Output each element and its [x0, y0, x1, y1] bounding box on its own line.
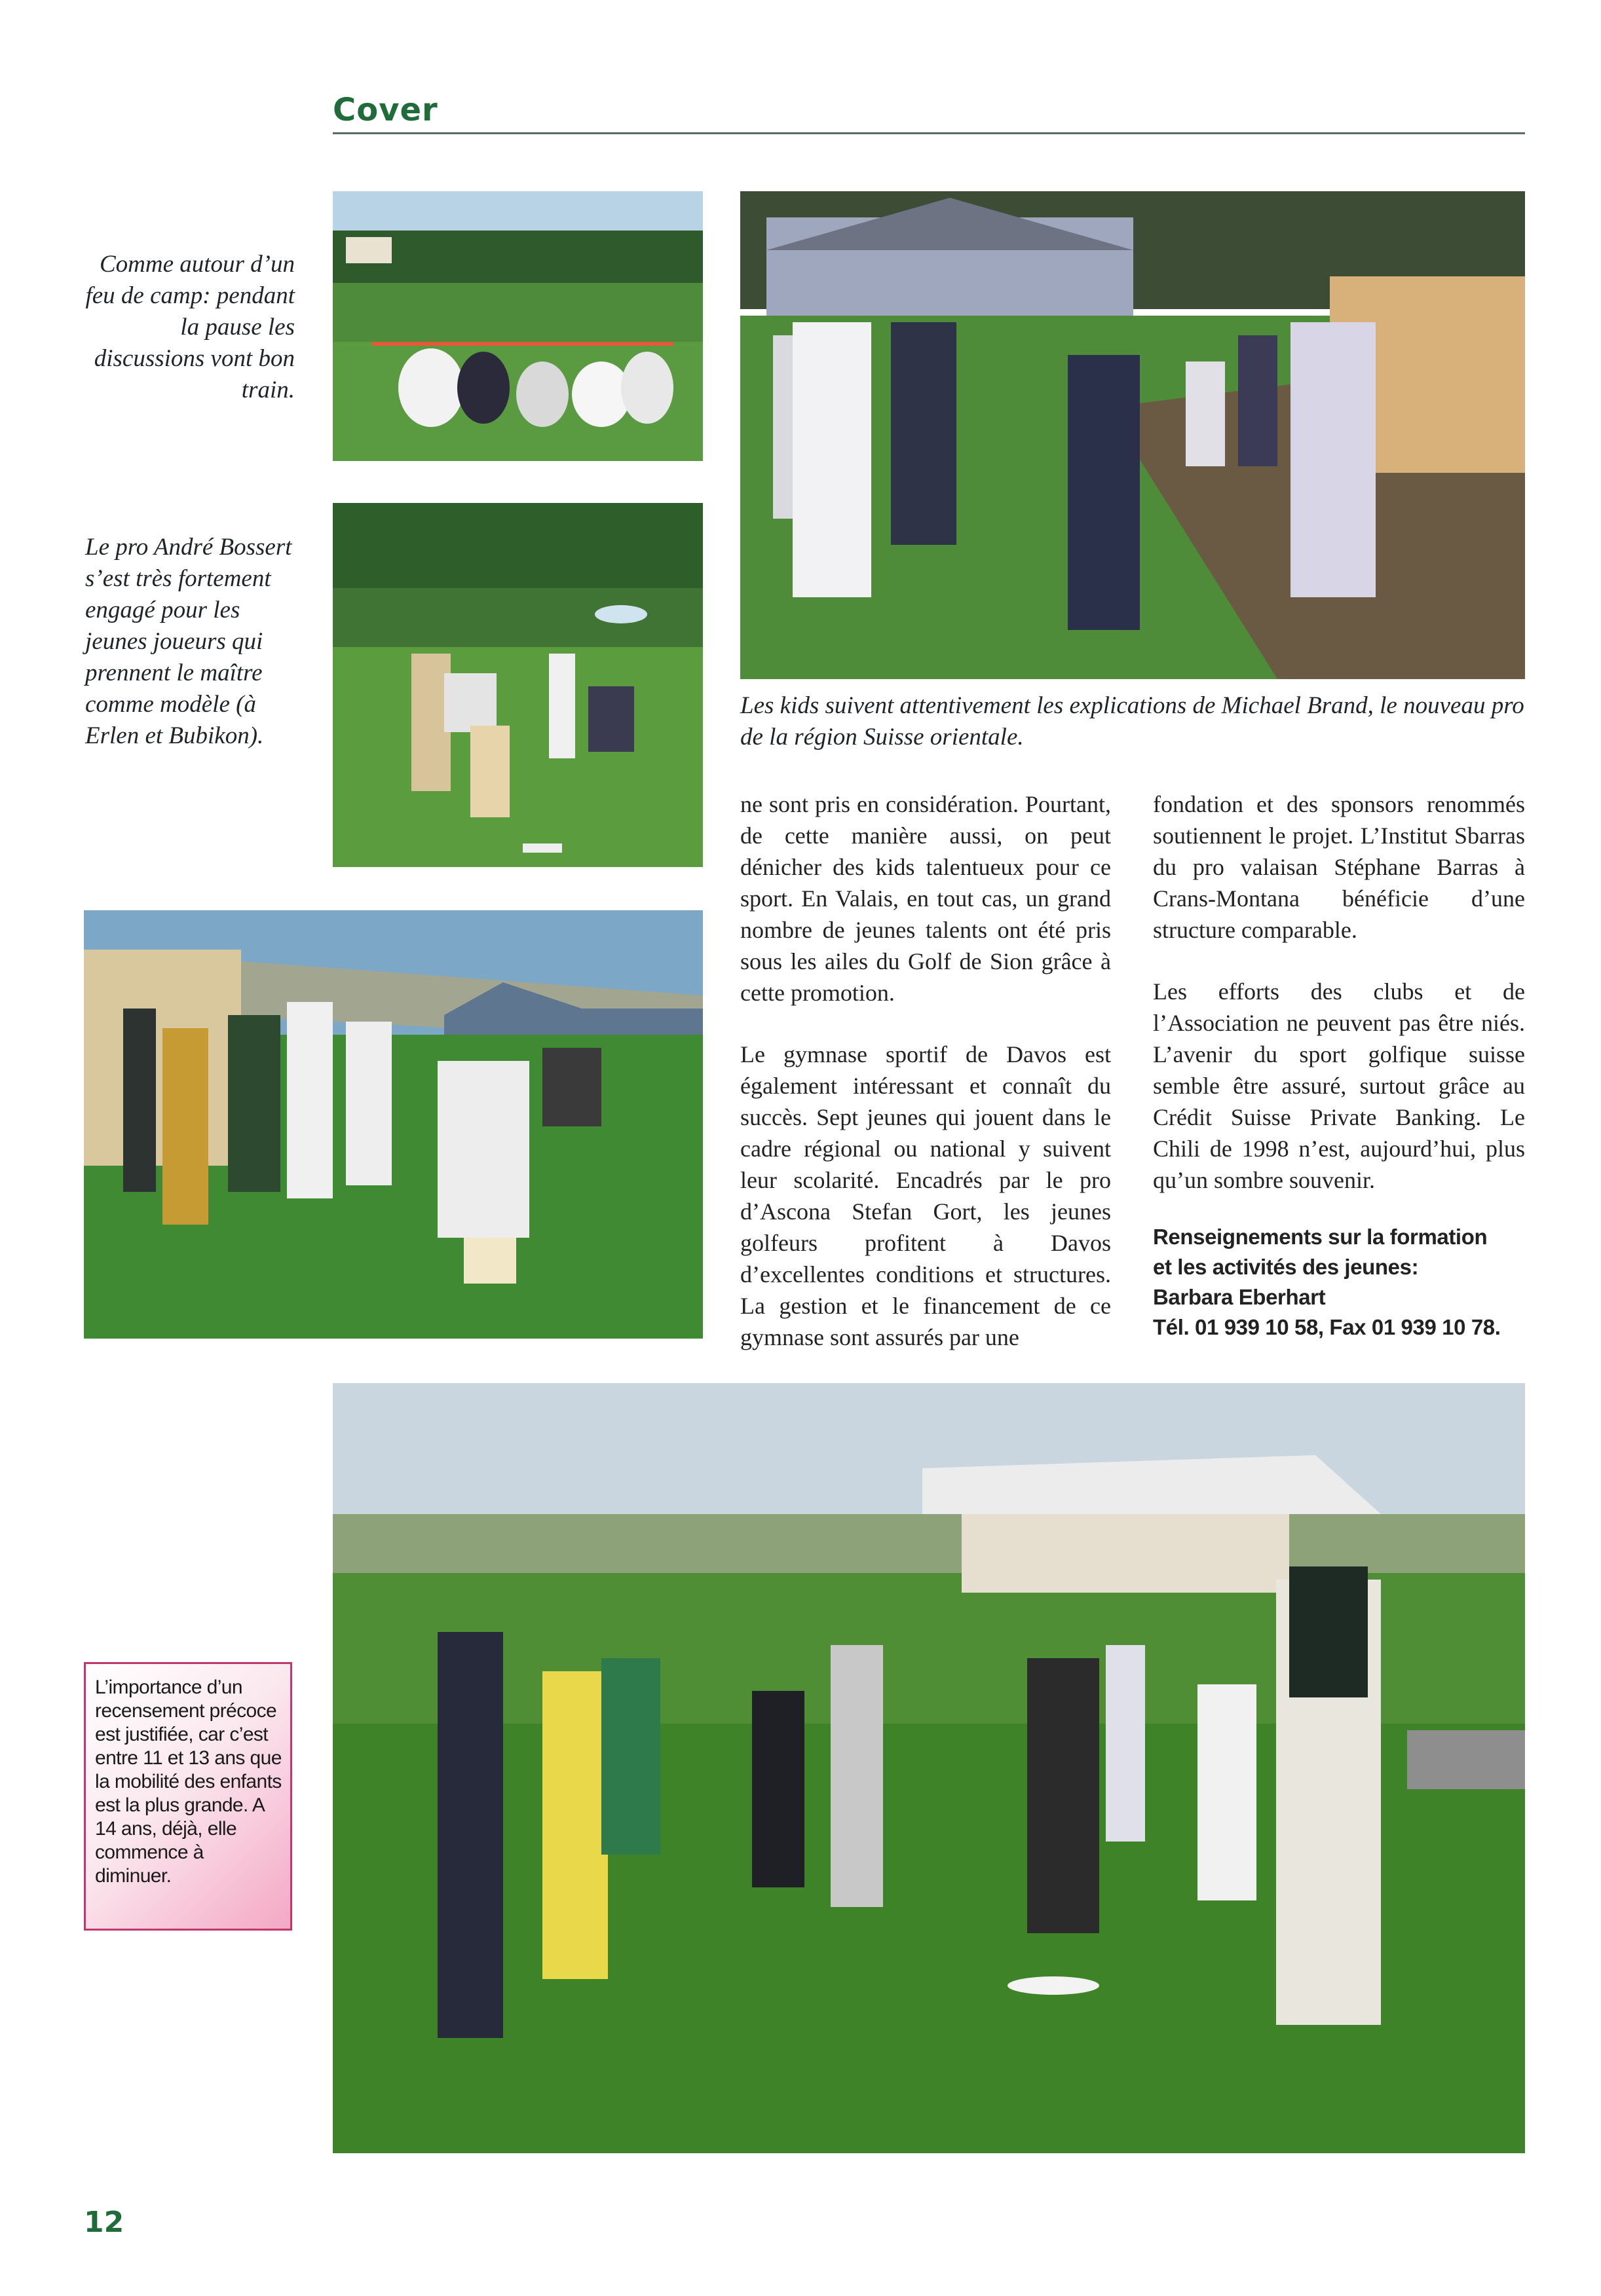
photo-driving-range — [84, 910, 703, 1339]
photo-bossert — [333, 503, 703, 867]
photo-campfire — [333, 191, 703, 461]
page-number: 12 — [84, 2206, 124, 2239]
contact-info — [1153, 1222, 1546, 1342]
contact-line: Tél. 01 939 10 58, Fax 01 939 10 78. — [1153, 1315, 1501, 1339]
sidebar-box: L’importance d’un recensement précoce est justifiée, car c’est entre 11 et 13 ans que la mobilité des enfants est la plus grande. A 14 ans, déjà, elle commence à diminuer. — [84, 1662, 292, 1931]
header-rule — [333, 132, 1525, 134]
contact-line: et les activités des jeunes: — [1153, 1255, 1419, 1279]
article-paragraph: Les efforts des clubs et de l’Association ne peuvent pas être niés. L’avenir du sport golfique suisse semble être assuré, surtout grâce au Crédit Suisse Private Banking. Le Chili de 1998 n’est, aujourd’hui, plus qu’un sombre souvenir. — [1153, 978, 1525, 1193]
contact-line: Barbara Eberhart — [1153, 1285, 1326, 1309]
article-paragraph: Le gymnase sportif de Davos est également intéressant et connaît du succès. Sept jeunes qui jouent dans le cadre régional ou national y suivent leur scolarité. Encadrés par le pro d’Ascona Stefan Gort, les jeunes golfeurs profitent à Davos d’excellentes conditions et structures. La gestion et le financement de ce gymnase sont assurés par une — [740, 1041, 1111, 1350]
caption-bossert: Le pro André Bossert s’est très fortement engagé pour les jeunes joueurs qui prennent le maître comme modèle (à Erlen et Bubikon). — [85, 534, 292, 749]
photo-michael-brand — [740, 191, 1525, 679]
contact-line: Renseignements sur la formation — [1153, 1225, 1488, 1249]
article-paragraph: fondation et des sponsors renommés soutiennent le projet. L’Institut Sbarras du pro valaisan Stéphane Barras à Crans-Montana bénéficie d’une structure comparable. — [1153, 791, 1525, 943]
photo-group-lesson — [333, 1383, 1525, 2153]
article-column-1 — [740, 788, 1111, 1383]
article-column-2 — [1153, 788, 1525, 1226]
article-paragraph: ne sont pris en considération. Pourtant, de cette manière aussi, on peut dénicher des kids talentueux pour ce sport. En Valais, en tout cas, un grand nombre de jeunes talents ont été pris sous les ailes du Golf de Sion grâce à cette promotion. — [740, 791, 1111, 1006]
section-title: Cover — [333, 92, 438, 128]
caption-campfire: Comme autour d’un feu de camp: pendant la pause les discussions vont bon train. — [85, 251, 295, 403]
caption-kids: Les kids suivent attentivement les explications de Michael Brand, le nouveau pro de la région Suisse orientale. — [740, 692, 1524, 750]
